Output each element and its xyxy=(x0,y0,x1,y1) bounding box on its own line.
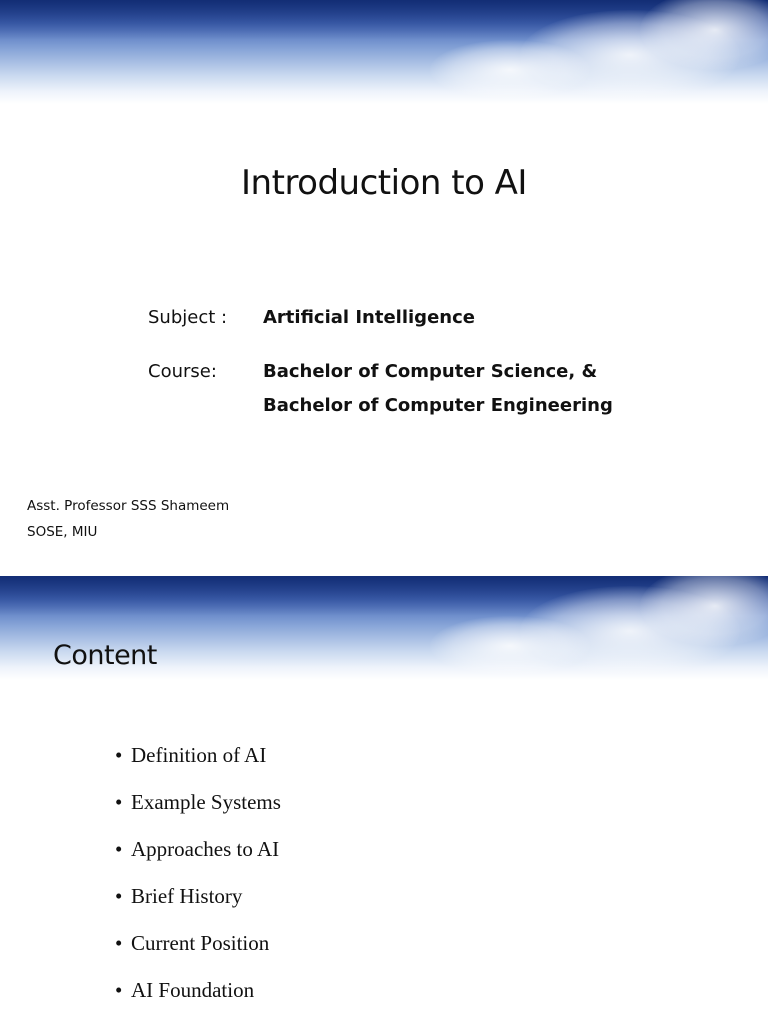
course-value-line2: Bachelor of Computer Engineering xyxy=(263,395,613,416)
author-affiliation: SOSE, MIU xyxy=(27,524,98,540)
author-name: Asst. Professor SSS Shameem xyxy=(27,498,230,514)
bullet-icon: • xyxy=(115,978,123,1002)
slide-content xyxy=(0,576,768,1024)
list-item: • Brief History xyxy=(115,881,281,928)
bullet-icon: • xyxy=(115,837,123,861)
bullet-icon: • xyxy=(115,743,123,767)
list-item: • Current Position xyxy=(115,928,281,975)
list-item: • Definition of AI xyxy=(115,740,281,787)
cloud-decoration xyxy=(430,40,590,100)
list-item: • Example Systems xyxy=(115,787,281,834)
bullet-icon: • xyxy=(115,884,123,908)
cloud-decoration xyxy=(430,616,590,676)
course-value-line1: Bachelor of Computer Science, & xyxy=(263,361,598,382)
subject-value: Artificial Intelligence xyxy=(263,307,475,328)
list-item: • Approaches to AI xyxy=(115,834,281,881)
subject-label: Subject : xyxy=(148,307,228,328)
course-label: Course: xyxy=(148,361,217,382)
content-heading: Content xyxy=(53,640,157,671)
content-list xyxy=(115,740,281,1022)
slide-title-text: Introduction to AI xyxy=(241,163,527,203)
bullet-icon: • xyxy=(115,790,123,814)
sky-banner xyxy=(0,0,768,104)
bullet-icon: • xyxy=(115,931,123,955)
list-item: • AI Foundation xyxy=(115,975,281,1022)
